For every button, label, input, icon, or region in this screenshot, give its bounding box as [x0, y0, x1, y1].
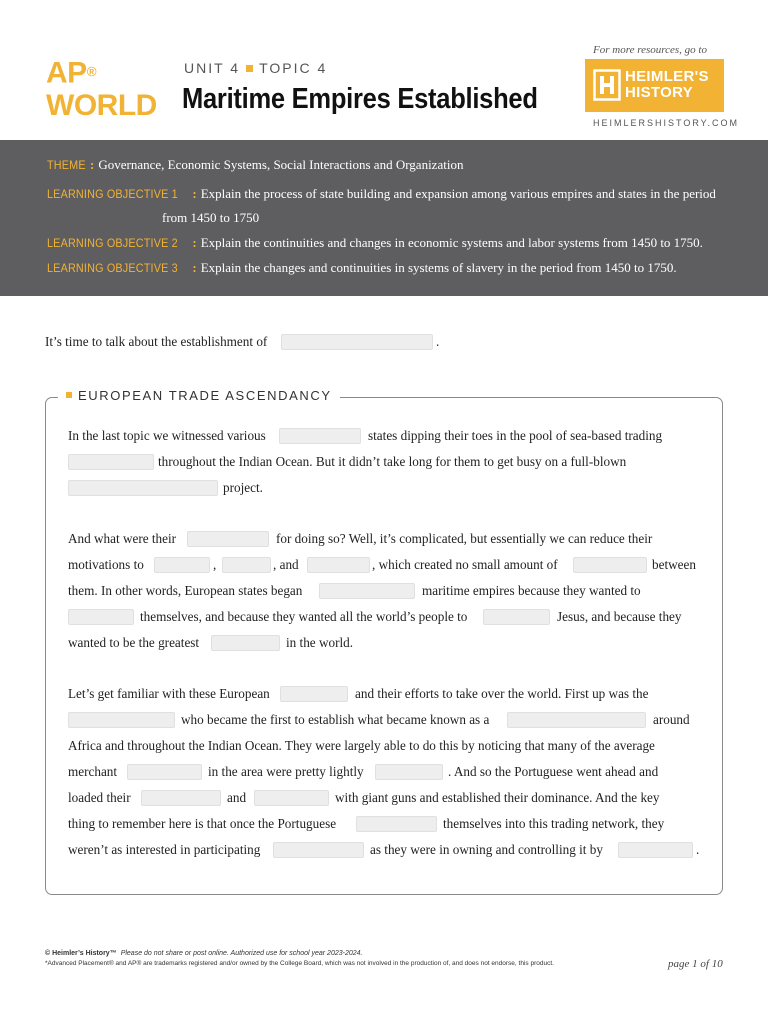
fill-in-blank[interactable]: [187, 531, 269, 547]
resources-text: For more resources, go to: [593, 44, 707, 56]
lo1-text: Explain the process of state building and expansion among various empires and states in the period: [200, 186, 716, 201]
usage-notice: Please do not share or post online. Authorized use for school year 2023-2024.: [120, 950, 363, 957]
p3-text: with giant guns and established their dominance. And the key: [335, 790, 660, 805]
p2-text: wanted to be the greatest: [68, 635, 200, 650]
learning-objective-3-row: [47, 260, 677, 276]
p1-text: project.: [223, 480, 263, 495]
colon: :: [192, 235, 197, 250]
brand-line-2: HISTORY: [625, 84, 693, 101]
fill-in-blank[interactable]: [154, 557, 210, 573]
colon: :: [90, 157, 95, 172]
section-heading: [58, 388, 340, 403]
p3-text: and their efforts to take over the world. First up was the: [355, 686, 649, 701]
fill-in-blank[interactable]: [279, 428, 361, 444]
p3-text: in the area were pretty lightly: [208, 764, 364, 779]
fill-in-blank[interactable]: [507, 712, 646, 728]
p2-text: in the world.: [286, 635, 354, 650]
theme-text: Governance, Economic Systems, Social Interactions and Organization: [98, 157, 464, 172]
p2-text: ,: [213, 557, 217, 572]
p2-text: maritime empires because they wanted to: [422, 583, 641, 598]
intro-period: .: [436, 334, 440, 349]
colon: :: [192, 186, 197, 201]
fill-in-blank[interactable]: [68, 712, 175, 728]
fill-in-blank[interactable]: [273, 842, 364, 858]
p2-text: for doing so? Well, it’s complicated, but essentially we can reduce their: [276, 531, 653, 546]
heimlers-history-brand[interactable]: [585, 59, 724, 112]
p3-text: as they were in owning and controlling it by: [370, 842, 603, 857]
p3-text: .: [696, 842, 700, 857]
theme-label: THEME: [47, 158, 86, 172]
colon: :: [192, 260, 197, 275]
logo-registered: ®: [86, 64, 97, 79]
p2-text: them. In other words, European states began: [68, 583, 303, 598]
fill-in-blank[interactable]: [281, 334, 433, 350]
section-heading-text: EUROPEAN TRADE ASCENDANCY: [78, 388, 332, 403]
lo3-text: Explain the changes and continuities in systems of slavery in the period from 1450 to 1750.: [200, 260, 677, 275]
lo2-label: LEARNING OBJECTIVE 2: [47, 236, 178, 250]
p3-text: Let’s get familiar with these European: [68, 686, 270, 701]
ap-world-logo: [46, 56, 157, 123]
p3-text: themselves into this trading network, they: [443, 816, 665, 831]
fill-in-blank[interactable]: [319, 583, 415, 599]
p3-text: . And so the Portuguese went ahead and: [448, 764, 659, 779]
p3-text: around: [653, 712, 690, 727]
fill-in-blank[interactable]: [68, 480, 218, 496]
fill-in-blank[interactable]: [68, 609, 134, 625]
p3-text: and: [227, 790, 247, 805]
fill-in-blank[interactable]: [307, 557, 370, 573]
p3-text: Africa and throughout the Indian Ocean. They were largely able to do this by noticing that many of the average: [68, 738, 655, 753]
page-number: page 1 of 10: [668, 958, 723, 970]
brand-line-1: HEIMLER'S: [625, 68, 709, 85]
logo-world: WORLD: [46, 89, 157, 123]
learning-objective-1-row: [47, 186, 716, 202]
p2-text: motivations to: [68, 557, 144, 572]
lo2-text: Explain the continuities and changes in economic systems and labor systems from 1450 to 1750.: [200, 235, 703, 250]
fill-in-blank[interactable]: [141, 790, 221, 806]
heading-square: [66, 392, 72, 398]
learning-objective-2-row: [47, 235, 703, 251]
topic-label: TOPIC 4: [259, 60, 328, 76]
p3-text: thing to remember here is that once the Portuguese: [68, 816, 337, 831]
footer-copyright: [45, 950, 362, 957]
p1-text: In the last topic we witnessed various: [68, 428, 266, 443]
fill-in-blank[interactable]: [375, 764, 443, 780]
site-url[interactable]: HEIMLERSHISTORY.COM: [593, 118, 740, 128]
fill-in-blank[interactable]: [211, 635, 280, 651]
footer-trademark: *Advanced Placement® and AP® are trademarks registered and/or owned by the College Board, which was not involved in the production of, and does not endorse, this product.: [45, 960, 554, 967]
p2-text: Jesus, and because they: [557, 609, 682, 624]
fill-in-blank[interactable]: [68, 454, 154, 470]
p2-text: , which created no small amount of: [372, 557, 558, 572]
fill-in-blank[interactable]: [280, 686, 348, 702]
fill-in-blank[interactable]: [618, 842, 693, 858]
p2-text: between: [652, 557, 696, 572]
learning-objective-1-cont: from 1450 to 1750: [162, 210, 260, 225]
lo3-label: LEARNING OBJECTIVE 3: [47, 261, 178, 275]
fill-in-blank[interactable]: [573, 557, 647, 573]
p2-text: , and: [273, 557, 299, 572]
fill-in-blank[interactable]: [356, 816, 437, 832]
page-title: Maritime Empires Established: [182, 83, 538, 115]
fill-in-blank[interactable]: [483, 609, 550, 625]
lo1-label: LEARNING OBJECTIVE 1: [47, 187, 178, 201]
p3-text: merchant: [68, 764, 118, 779]
logo-ap: AP: [46, 56, 87, 90]
p2-text: And what were their: [68, 531, 177, 546]
fill-in-blank[interactable]: [222, 557, 271, 573]
fill-in-blank[interactable]: [127, 764, 202, 780]
separator-square: [246, 65, 253, 72]
p3-text: who became the first to establish what became known as a: [181, 712, 490, 727]
fill-in-blank[interactable]: [254, 790, 329, 806]
intro-text: It’s time to talk about the establishment of: [45, 334, 268, 349]
p3-text: loaded their: [68, 790, 131, 805]
p3-text: weren’t as interested in participating: [68, 842, 261, 857]
p1-text: throughout the Indian Ocean. But it didn’t take long for them to get busy on a full-blown: [158, 454, 627, 469]
heimlers-history-logo-icon: [593, 69, 621, 101]
copyright-text: © Heimler’s History™: [45, 950, 117, 957]
p2-text: themselves, and because they wanted all the world’s people to: [140, 609, 468, 624]
brand-name: [625, 69, 709, 101]
p1-text: states dipping their toes in the pool of sea-based trading: [368, 428, 663, 443]
theme-row: [47, 157, 463, 173]
unit-topic-label: [184, 60, 327, 76]
unit-label: UNIT 4: [184, 60, 241, 76]
